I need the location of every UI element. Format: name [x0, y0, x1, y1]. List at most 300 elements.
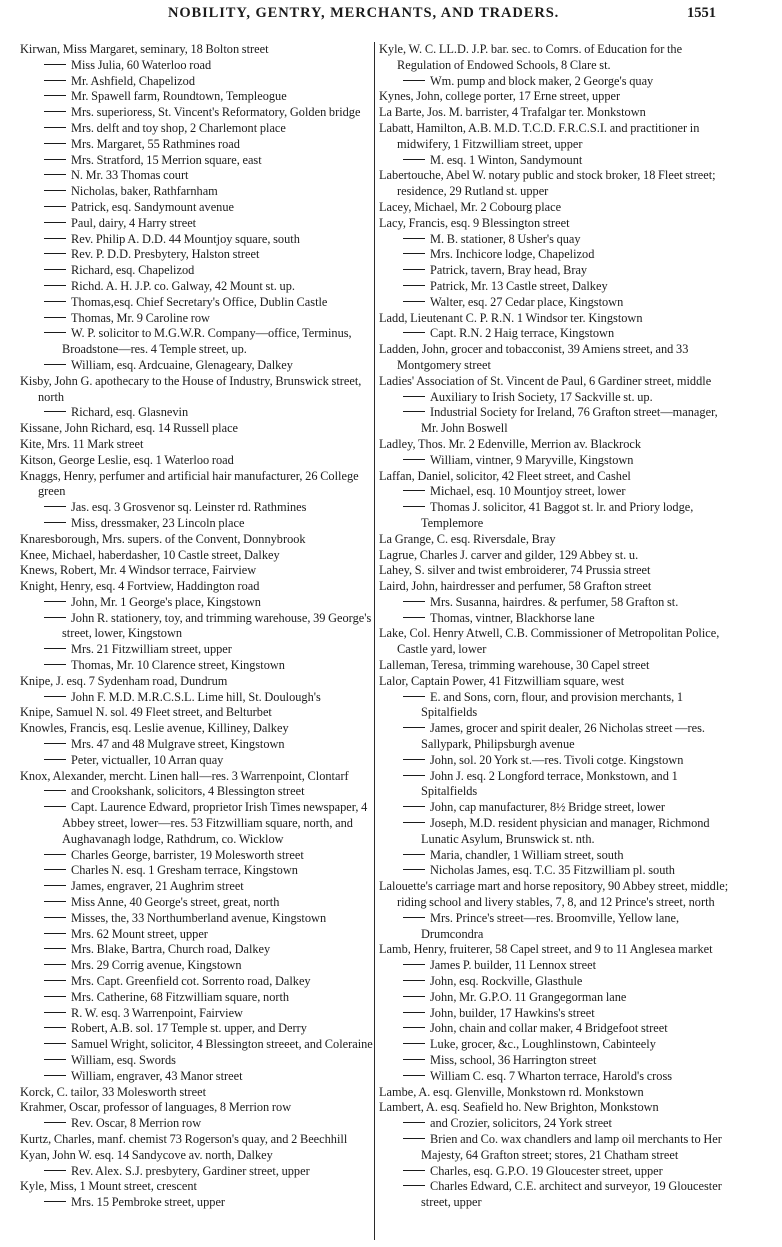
entry-text: John, Mr. G.P.O. 11 Grangegorman lane — [430, 989, 627, 1004]
directory-subentry — [20, 89, 376, 105]
entry-text: Patrick, Mr. 13 Castle street, Dalkey — [430, 278, 608, 293]
directory-subentry — [379, 1132, 729, 1164]
directory-subentry — [20, 753, 376, 769]
directory-subentry — [379, 1116, 729, 1132]
directory-subentry — [379, 1069, 729, 1085]
directory-subentry — [379, 958, 729, 974]
directory-entry — [379, 121, 729, 153]
directory-entry — [379, 674, 729, 690]
ditto-dash — [403, 727, 425, 728]
entry-text: Mrs. Inchicore lodge, Chapelizod — [430, 247, 595, 262]
directory-subentry — [20, 1164, 376, 1180]
directory-subentry — [20, 848, 376, 864]
ditto-dash — [44, 601, 66, 602]
ditto-dash — [44, 253, 66, 254]
directory-entry — [20, 374, 376, 406]
entry-text: Charles, esq. G.P.O. 19 Gloucester street, upper — [430, 1163, 663, 1178]
ditto-dash — [44, 790, 66, 791]
directory-subentry — [20, 263, 376, 279]
directory-entry — [379, 89, 729, 105]
entry-text: E. and Sons, corn, flour, and provision merchants, 1 Spitalfields — [421, 689, 684, 720]
ditto-dash — [403, 775, 425, 776]
directory-subentry — [379, 848, 729, 864]
ditto-dash — [403, 506, 425, 507]
directory-subentry — [379, 769, 729, 801]
directory-subentry — [20, 200, 376, 216]
entry-text: Labertouche, Abel W. notary public and stock broker, 18 Fleet street; residence, 29 Rutland st. upper — [379, 168, 716, 199]
left-column — [20, 42, 376, 1211]
ditto-dash — [44, 885, 66, 886]
ditto-dash — [403, 1012, 425, 1013]
directory-subentry — [20, 642, 376, 658]
entry-text: Mr. Ashfield, Chapelizod — [71, 73, 195, 88]
directory-subentry — [20, 895, 376, 911]
directory-subentry — [20, 737, 376, 753]
ditto-dash — [44, 759, 66, 760]
ditto-dash — [403, 80, 425, 81]
directory-entry — [379, 168, 729, 200]
directory-subentry — [379, 1179, 729, 1211]
entry-text: Samuel Wright, solicitor, 4 Blessington streeet, and Coleraine — [71, 1037, 373, 1052]
entry-text: Knee, Michael, haberdasher, 10 Castle street, Dalkey — [20, 547, 280, 562]
directory-subentry — [20, 1021, 376, 1037]
directory-entry — [20, 42, 376, 58]
entry-text: Labatt, Hamilton, A.B. M.D. T.C.D. F.R.C.S.I. and practitioner in midwifery, 1 Fitzwilliam street, upper — [379, 120, 700, 151]
ditto-dash — [44, 269, 66, 270]
directory-subentry — [20, 326, 376, 358]
entry-text: Knaresborough, Mrs. supers. of the Convent, Donnybrook — [20, 531, 306, 546]
ditto-dash — [44, 80, 66, 81]
entry-text: Mrs. Blake, Bartra, Church road, Dalkey — [71, 942, 271, 957]
ditto-dash — [403, 1059, 425, 1060]
entry-text: Miss Julia, 60 Waterloo road — [71, 57, 212, 72]
ditto-dash — [403, 1043, 425, 1044]
ditto-dash — [403, 996, 425, 997]
directory-subentry — [20, 358, 376, 374]
entry-text: Mrs. Stratford, 15 Merrion square, east — [71, 152, 262, 167]
entry-text: Maria, chandler, 1 William street, south — [430, 847, 624, 862]
entry-text: W. P. solicitor to M.G.W.R. Company—office, Terminus, Broadstone—res. 4 Temple street, up. — [62, 326, 352, 357]
directory-entry — [379, 548, 729, 564]
entry-text: Joseph, M.D. resident physician and manager, Richmond Lunatic Asylum, Brunswick st. nth. — [421, 816, 710, 846]
directory-subentry — [20, 121, 376, 137]
ditto-dash — [403, 253, 425, 254]
ditto-dash — [44, 285, 66, 286]
directory-subentry — [379, 611, 729, 627]
ditto-dash — [403, 238, 425, 239]
entry-text: Industrial Society for Ireland, 76 Grafton street—manager, Mr. John Boswell — [421, 405, 718, 436]
directory-subentry — [379, 721, 729, 753]
ditto-dash — [44, 238, 66, 239]
directory-subentry — [20, 1116, 376, 1132]
ditto-dash — [403, 617, 425, 618]
directory-entry — [20, 563, 376, 579]
directory-entry — [379, 42, 729, 74]
entry-text: Kyle, Miss, 1 Mount street, crescent — [20, 1179, 197, 1194]
ditto-dash — [44, 917, 66, 918]
page-number: 1551 — [687, 5, 716, 21]
ditto-dash — [44, 664, 66, 665]
directory-subentry — [20, 990, 376, 1006]
directory-entry — [20, 532, 376, 548]
ditto-dash — [44, 190, 66, 191]
ditto-dash — [44, 222, 66, 223]
ditto-dash — [403, 869, 425, 870]
directory-subentry — [20, 800, 376, 847]
directory-subentry — [379, 863, 729, 879]
entry-text: La Barte, Jos. M. barrister, 4 Trafalgar ter. Monkstown — [379, 105, 646, 120]
ditto-dash — [44, 127, 66, 128]
entry-text: Knowles, Francis, esq. Leslie avenue, Killiney, Dalkey — [20, 721, 289, 736]
entry-text: Peter, victualler, 10 Arran quay — [71, 752, 224, 767]
entry-text: Lahey, S. silver and twist embroiderer, 74 Prussia street — [379, 563, 651, 578]
entry-text: Luke, grocer, &c., Loughlinstown, Cabinteely — [430, 1037, 656, 1052]
directory-entry — [20, 421, 376, 437]
directory-subentry — [379, 295, 729, 311]
ditto-dash — [403, 822, 425, 823]
entry-text: Lagrue, Charles J. carver and gilder, 129 Abbey st. u. — [379, 547, 639, 562]
entry-text: M. esq. 1 Winton, Sandymount — [430, 152, 583, 167]
ditto-dash — [44, 364, 66, 365]
ditto-dash — [44, 159, 66, 160]
directory-entry — [20, 453, 376, 469]
ditto-dash — [44, 869, 66, 870]
directory-entry — [20, 437, 376, 453]
entry-text: Mrs. delft and toy shop, 2 Charlemont place — [71, 120, 286, 135]
entry-text: Kurtz, Charles, manf. chemist 73 Rogerson's quay, and 2 Beechhill — [20, 1131, 348, 1146]
entry-text: R. W. esq. 3 Warrenpoint, Fairview — [71, 1005, 243, 1020]
directory-subentry — [379, 263, 729, 279]
entry-text: Lalleman, Teresa, trimming warehouse, 30 Capel street — [379, 658, 650, 673]
directory-entry — [20, 674, 376, 690]
directory-entry — [20, 1085, 376, 1101]
entry-text: Richard, esq. Glasnevin — [71, 405, 189, 420]
entry-text: Nicholas, baker, Rathfarnham — [71, 184, 218, 199]
entry-text: Richard, esq. Chapelizod — [71, 263, 195, 278]
directory-subentry — [379, 153, 729, 169]
directory-entry — [20, 1100, 376, 1116]
ditto-dash — [44, 332, 66, 333]
entry-text: William C. esq. 7 Wharton terrace, Harold's cross — [430, 1068, 673, 1083]
directory-entry — [379, 437, 729, 453]
entry-text: Mrs. Catherine, 68 Fitzwilliam square, north — [71, 989, 290, 1004]
entry-text: Knaggs, Henry, perfumer and artificial hair manufacturer, 26 College green — [20, 468, 359, 499]
entry-text: Auxiliary to Irish Society, 17 Sackville st. up. — [430, 389, 653, 404]
directory-entry — [20, 1132, 376, 1148]
directory-subentry — [20, 690, 376, 706]
ditto-dash — [44, 806, 66, 807]
ditto-dash — [44, 743, 66, 744]
directory-subentry — [20, 216, 376, 232]
entry-text: William, vintner, 9 Maryville, Kingstown — [430, 452, 634, 467]
directory-subentry — [379, 1053, 729, 1069]
ditto-dash — [44, 143, 66, 144]
directory-entry — [379, 105, 729, 121]
entry-text: Brien and Co. wax chandlers and lamp oil merchants to Her Majesty, 64 Grafton street; stores, 21 Chatham street — [421, 1131, 722, 1162]
directory-subentry — [379, 1021, 729, 1037]
entry-text: Knipe, J. esq. 7 Sydenham road, Dundrum — [20, 673, 228, 688]
ditto-dash — [403, 159, 425, 160]
entry-text: Knight, Henry, esq. 4 Fortview, Haddington road — [20, 579, 260, 594]
ditto-dash — [44, 854, 66, 855]
ditto-dash — [403, 396, 425, 397]
ditto-dash — [403, 1170, 425, 1171]
ditto-dash — [44, 1027, 66, 1028]
directory-subentry — [20, 879, 376, 895]
directory-subentry — [379, 232, 729, 248]
directory-subentry — [20, 974, 376, 990]
entry-text: Lacy, Francis, esq. 9 Blessington street — [379, 215, 570, 230]
ditto-dash — [44, 317, 66, 318]
directory-subentry — [379, 1164, 729, 1180]
directory-subentry — [20, 1053, 376, 1069]
entry-text: M. B. stationer, 8 Usher's quay — [430, 231, 581, 246]
directory-subentry — [20, 153, 376, 169]
directory-subentry — [20, 516, 376, 532]
entry-text: John, chain and collar maker, 4 Bridgefoot street — [430, 1021, 668, 1036]
entry-text: Lambert, A. esq. Seafield ho. New Brighton, Monkstown — [379, 1100, 659, 1115]
entry-text: William, esq. Ardcuaine, Glenageary, Dalkey — [71, 357, 293, 372]
ditto-dash — [403, 1185, 425, 1186]
directory-subentry — [379, 911, 729, 943]
directory-subentry — [379, 816, 729, 848]
entry-text: Lake, Col. Henry Atwell, C.B. Commissioner of Metropolitan Police, Castle yard, lower — [379, 626, 720, 657]
entry-text: James P. builder, 11 Lennox street — [430, 958, 597, 973]
ditto-dash — [44, 411, 66, 412]
entry-text: Mrs. Prince's street—res. Broomville, Yellow lane, Drumcondra — [421, 910, 680, 941]
directory-entry — [20, 1148, 376, 1164]
ditto-dash — [44, 64, 66, 65]
entry-text: Capt. R.N. 2 Haig terrace, Kingstown — [430, 326, 615, 341]
ditto-dash — [403, 601, 425, 602]
ditto-dash — [403, 459, 425, 460]
directory-subentry — [379, 974, 729, 990]
ditto-dash — [44, 95, 66, 96]
entry-text: Kyle, W. C. LL.D. J.P. bar. sec. to Comrs. of Education for the Regulation of Endowed Schools, 8 Clare st. — [379, 42, 683, 72]
directory-entry — [379, 374, 729, 390]
directory-subentry — [20, 1037, 376, 1053]
entry-text: Mrs. Capt. Greenfield cot. Sorrento road, Dalkey — [71, 974, 311, 989]
ditto-dash — [403, 696, 425, 697]
entry-text: Charles George, barrister, 19 Molesworth street — [71, 847, 304, 862]
entry-text: Kisby, John G. apothecary to the House of Industry, Brunswick street, north — [20, 373, 362, 404]
ditto-dash — [403, 411, 425, 412]
entry-text: Thomas J. solicitor, 41 Baggot st. lr. and Priory lodge, Templemore — [421, 500, 694, 530]
ditto-dash — [44, 617, 66, 618]
ditto-dash — [44, 1201, 66, 1202]
directory-subentry — [379, 390, 729, 406]
entry-text: Patrick, tavern, Bray head, Bray — [430, 263, 588, 278]
entry-text: Charles N. esq. 1 Gresham terrace, Kingstown — [71, 863, 298, 878]
directory-subentry — [379, 800, 729, 816]
directory-subentry — [20, 105, 376, 121]
entry-text: Rev. P. D.D. Presbytery, Halston street — [71, 247, 260, 262]
ditto-dash — [44, 648, 66, 649]
entry-text: Thomas, vintner, Blackhorse lane — [430, 610, 595, 625]
directory-entry — [20, 705, 376, 721]
directory-subentry — [379, 74, 729, 90]
directory-entry — [379, 563, 729, 579]
ditto-dash — [44, 933, 66, 934]
entry-text: Misses, the, 33 Northumberland avenue, Kingstown — [71, 910, 327, 925]
entry-text: Mrs. 47 and 48 Mulgrave street, Kingstown — [71, 737, 285, 752]
ditto-dash — [44, 1012, 66, 1013]
entry-text: Mrs. Margaret, 55 Rathmines road — [71, 136, 240, 151]
entry-text: Kyan, John W. esq. 14 Sandycove av. north, Dalkey — [20, 1147, 273, 1162]
entry-text: Miss, dressmaker, 23 Lincoln place — [71, 515, 245, 530]
directory-entry — [379, 532, 729, 548]
directory-entry — [20, 721, 376, 737]
directory-entry — [379, 658, 729, 674]
entry-text: Wm. pump and block maker, 2 George's quay — [430, 73, 654, 88]
ditto-dash — [44, 696, 66, 697]
directory-subentry — [379, 279, 729, 295]
ditto-dash — [403, 1138, 425, 1139]
entry-text: Thomas,esq. Chief Secretary's Office, Dublin Castle — [71, 294, 328, 309]
directory-subentry — [20, 942, 376, 958]
directory-subentry — [20, 137, 376, 153]
ditto-dash — [44, 1043, 66, 1044]
ditto-dash — [44, 506, 66, 507]
ditto-dash — [44, 111, 66, 112]
ditto-dash — [403, 490, 425, 491]
entry-text: Kirwan, Miss Margaret, seminary, 18 Bolton street — [20, 42, 269, 56]
ditto-dash — [44, 1170, 66, 1171]
ditto-dash — [403, 917, 425, 918]
directory-entry — [379, 216, 729, 232]
entry-text: John, builder, 17 Hawkins's street — [430, 1005, 595, 1020]
directory-entry — [379, 579, 729, 595]
entry-text: John F. M.D. M.R.C.S.L. Lime hill, St. Doulough's — [71, 689, 321, 704]
directory-subentry — [379, 326, 729, 342]
running-header — [0, 5, 782, 27]
ditto-dash — [403, 301, 425, 302]
directory-entry — [20, 579, 376, 595]
directory-entry — [379, 879, 729, 911]
directory-subentry — [20, 611, 376, 643]
directory-subentry — [379, 247, 729, 263]
entry-text: Jas. esq. 3 Grosvenor sq. Leinster rd. Rathmines — [71, 500, 307, 515]
entry-text: Mrs. 15 Pembroke street, upper — [71, 1195, 226, 1210]
entry-text: Ladies' Association of St. Vincent de Paul, 6 Gardiner street, middle — [379, 373, 712, 388]
directory-entry — [20, 469, 376, 501]
entry-text: Krahmer, Oscar, professor of languages, 8 Merrion row — [20, 1100, 292, 1115]
entry-text: James, engraver, 21 Aughrim street — [71, 879, 244, 894]
entry-text: Ladd, Lieutenant C. P. R.N. 1 Windsor ter. Kingstown — [379, 310, 643, 325]
entry-text: Mrs. 29 Corrig avenue, Kingstown — [71, 958, 242, 973]
ditto-dash — [44, 1075, 66, 1076]
entry-text: John J. esq. 2 Longford terrace, Monkstown, and 1 Spitalfields — [421, 768, 678, 799]
entry-text: La Grange, C. esq. Riversdale, Bray — [379, 531, 556, 546]
entry-text: James, grocer and spirit dealer, 26 Nicholas street —res. Sallypark, Philipsburgh avenue — [421, 721, 705, 752]
entry-text: Miss Anne, 40 George's street, great, north — [71, 895, 280, 910]
ditto-dash — [403, 285, 425, 286]
ditto-dash — [44, 980, 66, 981]
entry-text: Knipe, Samuel N. sol. 49 Fleet street, and Belturbet — [20, 705, 272, 720]
entry-text: Miss, school, 36 Harrington street — [430, 1053, 597, 1067]
entry-text: Lambe, A. esq. Glenville, Monkstown rd. Monkstown — [379, 1084, 644, 1099]
entry-text: Nicholas James, esq. T.C. 35 Fitzwilliam pl. south — [430, 863, 675, 878]
directory-subentry — [20, 247, 376, 263]
entry-text: Rev. Alex. S.J. presbytery, Gardiner street, upper — [71, 1163, 310, 1178]
directory-entry — [379, 626, 729, 658]
directory-subentry — [20, 311, 376, 327]
directory-subentry — [379, 753, 729, 769]
ditto-dash — [44, 522, 66, 523]
directory-entry — [379, 342, 729, 374]
ditto-dash — [403, 1027, 425, 1028]
entry-text: Lalor, Captain Power, 41 Fitzwilliam square, west — [379, 673, 625, 688]
ditto-dash — [44, 1122, 66, 1123]
directory-subentry — [20, 1195, 376, 1211]
directory-subentry — [20, 784, 376, 800]
ditto-dash — [403, 269, 425, 270]
entry-text: Charles Edward, C.E. architect and surveyor, 19 Gloucester street, upper — [421, 1179, 722, 1210]
directory-subentry — [379, 484, 729, 500]
directory-entry — [20, 769, 376, 785]
entry-text: Mrs. 21 Fitzwilliam street, upper — [71, 642, 232, 657]
entry-text: Walter, esq. 27 Cedar place, Kingstown — [430, 294, 624, 309]
entry-text: John, esq. Rockville, Glasthule — [430, 974, 583, 989]
directory-subentry — [379, 690, 729, 722]
column-divider — [374, 42, 375, 1240]
ditto-dash — [44, 1059, 66, 1060]
entry-text: Kissane, John Richard, esq. 14 Russell place — [20, 421, 239, 436]
entry-text: Ladley, Thos. Mr. 2 Edenville, Merrion av. Blackrock — [379, 436, 642, 451]
entry-text: Lalouette's carriage mart and horse repository, 90 Abbey street, middle; riding school and livery stables, 7, 8, and 12 Prince's street, north — [379, 879, 729, 910]
directory-subentry — [20, 58, 376, 74]
directory-subentry — [20, 295, 376, 311]
entry-text: Mrs. 62 Mount street, upper — [71, 926, 208, 941]
directory-subentry — [20, 658, 376, 674]
entry-text: Laffan, Daniel, solicitor, 42 Fleet street, and Cashel — [379, 468, 631, 483]
entry-text: Korck, C. tailor, 33 Molesworth street — [20, 1084, 207, 1099]
directory-subentry — [20, 184, 376, 200]
ditto-dash — [44, 174, 66, 175]
directory-subentry — [20, 1069, 376, 1085]
directory-subentry — [20, 595, 376, 611]
entry-text: N. Mr. 33 Thomas court — [71, 168, 189, 183]
ditto-dash — [44, 948, 66, 949]
directory-subentry — [379, 405, 729, 437]
entry-text: Lamb, Henry, fruiterer, 58 Capel street, and 9 to 11 Anglesea market — [379, 942, 713, 957]
ditto-dash — [403, 980, 425, 981]
page-title: NOBILITY, GENTRY, MERCHANTS, AND TRADERS. — [168, 5, 560, 21]
entry-text: Kite, Mrs. 11 Mark street — [20, 436, 144, 451]
entry-text: Laird, John, hairdresser and perfumer, 58 Grafton street — [379, 579, 652, 594]
entry-text: Kitson, George Leslie, esq. 1 Waterloo road — [20, 452, 234, 467]
entry-text: William, engraver, 43 Manor street — [71, 1068, 243, 1083]
entry-text: Patrick, esq. Sandymount avenue — [71, 199, 235, 214]
entry-text: Rev. Philip A. D.D. 44 Mountjoy square, south — [71, 231, 300, 246]
directory-subentry — [20, 863, 376, 879]
directory-subentry — [379, 1037, 729, 1053]
directory-entry — [20, 548, 376, 564]
entry-text: Lacey, Michael, Mr. 2 Cobourg place — [379, 199, 562, 214]
directory-subentry — [20, 500, 376, 516]
directory-subentry — [20, 168, 376, 184]
entry-text: Rev. Oscar, 8 Merrion row — [71, 1116, 202, 1131]
entry-text: Thomas, Mr. 10 Clarence street, Kingstown — [71, 658, 285, 673]
directory-entry — [379, 1085, 729, 1101]
directory-subentry — [379, 500, 729, 532]
entry-text: Knox, Alexander, mercht. Linen hall—res. 3 Warrenpoint, Clontarf — [20, 768, 349, 783]
directory-entry — [379, 311, 729, 327]
directory-subentry — [20, 405, 376, 421]
entry-text: Paul, dairy, 4 Harry street — [71, 215, 197, 230]
entry-text: John, sol. 20 York st.—res. Tivoli cotge. Kingstown — [430, 752, 684, 767]
entry-text: Knews, Robert, Mr. 4 Windsor terrace, Fairview — [20, 563, 257, 578]
